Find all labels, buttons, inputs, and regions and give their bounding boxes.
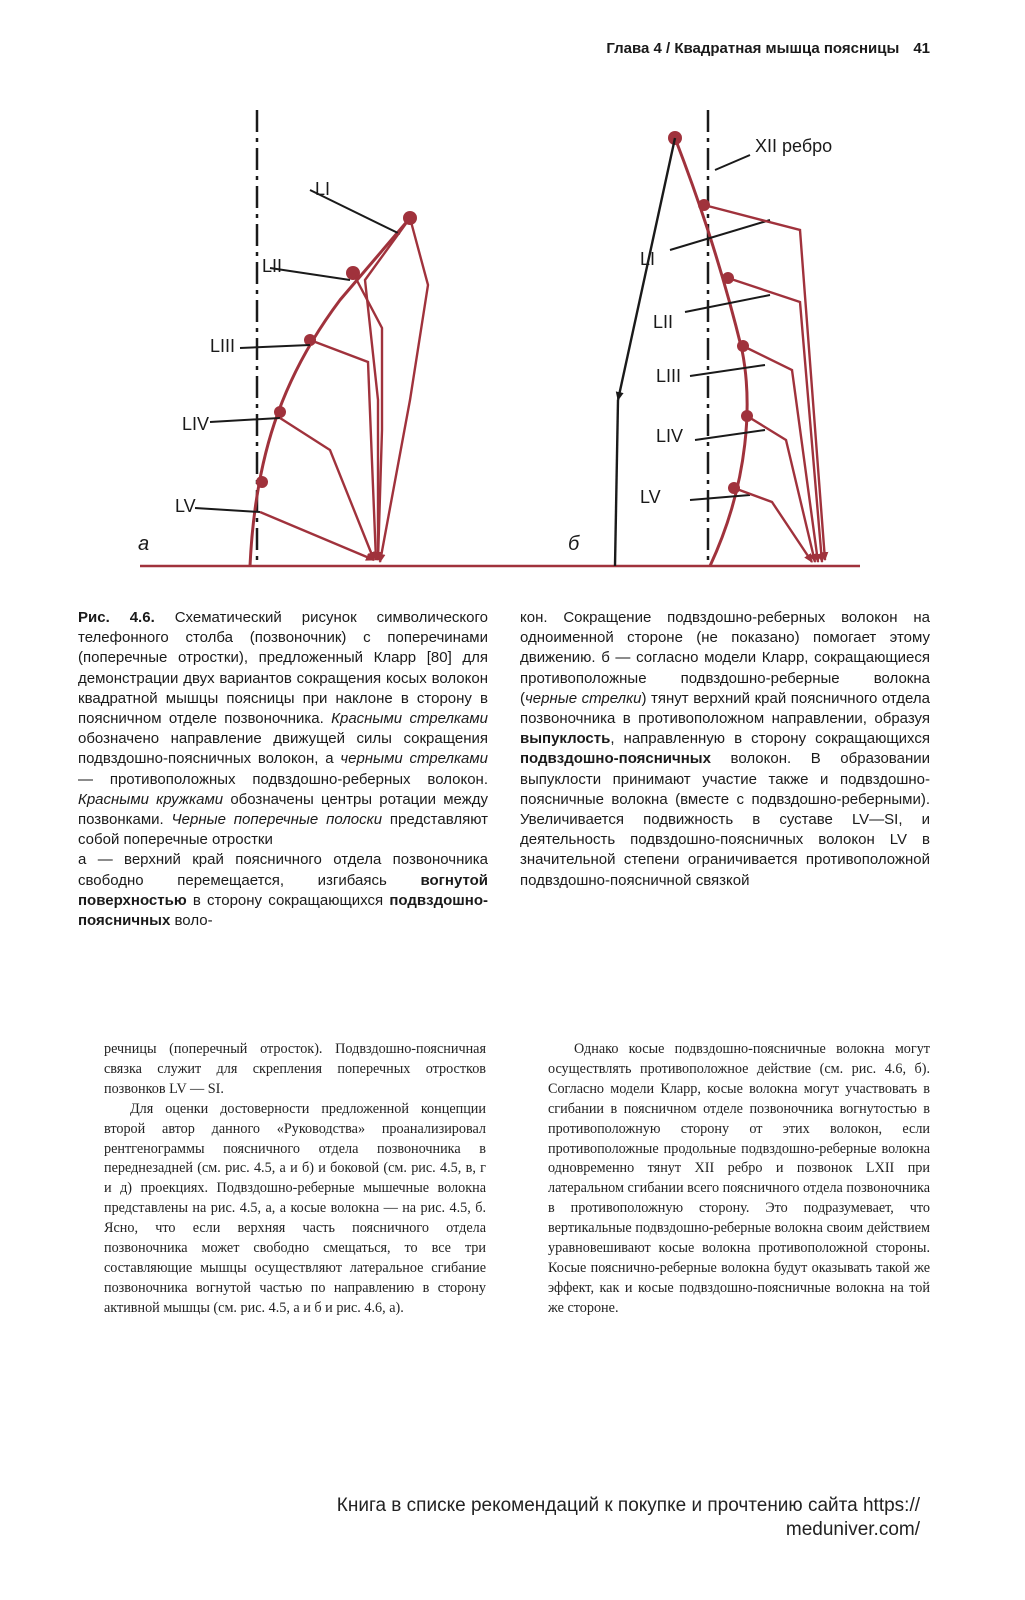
label-LV-a: LV [175, 496, 196, 516]
caption-text: Схематический рисунок символического телефонного столба (позвоночник) с поперечинами (поперечные отростки), предложенный Кларр [80] для демонстрации двух вариантов сокращения косых волокон квадратной мышцы поясницы при наклоне в сторону в поясничном отделе позвоночника. [78, 609, 488, 728]
paragraph: речницы (поперечный отросток). Подвздошно-поясничная связка служит для скрепления поперечных отростков позвонков LV — SI. [104, 1041, 486, 1097]
transverse-process-b3 [690, 365, 765, 376]
watermark-line: Книга в списке рекомендаций к покупке и прочтению сайта https:// [336, 1495, 920, 1516]
rotation-center-a5 [256, 476, 268, 488]
caption-text: в сторону сокращающихся [192, 891, 384, 909]
watermark-line: meduniver.com/ [785, 1519, 920, 1540]
label-LII-b: LII [653, 312, 674, 332]
figure-diagram [110, 100, 870, 590]
caption-text: волокон. В образовании выпуклости принимают участие также и подвздошно-поясничные волокна (вместе с подвздошно-реберными). Увеличивается подвижность в суставе LV—SI, и деятельность подвздошно-поясничных волокон LV в значительной степени ограничивается противоположной подвздошно-поясничной связкой [520, 750, 930, 889]
caption-italic: Черные поперечные полоски [171, 811, 383, 829]
label-LII-a: LII [262, 256, 283, 276]
caption-text: представляют собой поперечные отростки [78, 811, 488, 849]
figure-caption-left [78, 608, 488, 931]
caption-text: обозначено направление движущей силы сокращения подвздошно-поясничных волокон, а [78, 730, 488, 768]
paragraph: Для оценки достоверности предложенной концепции второй автор данного «Руководства» проанализировал рентгенограммы поясничного отдела позвоночника в переднезадней (см. рис. 4.5, а и б) и боковой (см. рис. 4.5, в, г и д) проекциях. Подвздошно-реберные мышечные волокна представлены на рис. 4.5, а, а косые волокна — на рис. 4.5, б. Ясно, что если верхняя часть поясничного отдела позвоночника может свободно смещаться, то все три составляющие мышцы осуществляют латеральное сгибание позвоночника вогнутой частью по направлению в сторону активной мышцы (см. рис. 4.5, а и б и рис. 4.6, а). [104, 1100, 486, 1316]
paragraph: Однако косые подвздошно-поясничные волокна могут осуществлять противоположное действие (см. рис. 4.6, б). Согласно модели Кларр, косые волокна могут участвовать в сгибании в поясничном отделе позвоночника вогнутостью в противоположную сторону от этих волокон, если противоположные продольные подвздошно-реберные волокна одновременно тянут XII ребро и позвонок LXII при латеральном сгибании всего поясничного отдела позвоночника в противоположную сторону. Это подразумевает, что вертикальные подвздошно-реберные волокна своим действием уравновешивают косые волокна противоположной стороны. Косые пояснично-реберные волокна будут оказывать такой же эффект, как и косые подвздошно-поясничные волокна на той же стороне. [548, 1041, 930, 1316]
figure-caption-right [520, 608, 930, 891]
fiber-b4 [747, 416, 815, 562]
chapter-title: Глава 4 / Квадратная мышца поясницы [606, 40, 900, 57]
caption-text: а — верхний край поясничного отдела позвоночника свободно перемещается, изгибаясь [78, 851, 488, 889]
caption-italic: черными стрелками [340, 750, 488, 768]
caption-italic: Красными кружками [78, 790, 224, 808]
figure-4-6 [110, 100, 870, 590]
caption-bold: вогнутой поверхностью [78, 871, 489, 909]
body-column-left [104, 1040, 486, 1319]
caption-text: ) тянут верхний край поясничного отдела позвоночника в противоположном направлении, образуя [520, 689, 931, 728]
transverse-process-a3 [240, 345, 310, 348]
transverse-process-a5 [195, 508, 260, 512]
caption-text: , направленную в сторону сокращающихся [610, 730, 930, 748]
transverse-process-b5 [690, 495, 750, 500]
caption-text: воло- [174, 912, 213, 930]
label-LI-a: LI [315, 179, 331, 199]
label-LIV-b: LIV [656, 426, 684, 446]
fiber-a1 [365, 218, 410, 560]
label-LIII-b: LIII [656, 366, 682, 386]
caption-title: Рис. 4.6. [78, 609, 155, 626]
black-fiber-b [618, 138, 675, 400]
caption-italic: черные стрелки [525, 689, 642, 707]
transverse-process-a4 [210, 418, 280, 422]
fiber-a5 [280, 418, 374, 560]
black-fiber-b-lower [615, 400, 618, 566]
site-watermark [130, 1494, 920, 1542]
caption-text: — противоположных подвздошно-реберных волокон. [78, 770, 488, 788]
label-LIV-a: LIV [182, 414, 210, 434]
running-header [606, 40, 930, 57]
label-LI-b: LI [640, 249, 656, 269]
caption-bold: выпуклость [520, 730, 611, 748]
fiber-a2 [380, 218, 428, 562]
caption-bold: подвздошно-поясничных [520, 750, 711, 768]
spine-curve-b [675, 138, 747, 566]
rib-pointer [715, 155, 750, 170]
body-column-right [548, 1040, 930, 1319]
caption-text: обозначены центры ротации между позвонками. [78, 790, 489, 829]
page-number: 41 [913, 40, 930, 57]
fiber-a4 [310, 340, 376, 560]
panel-label-b: б [568, 533, 580, 555]
caption-italic: Красными стрелками [331, 710, 488, 728]
panel-label-a: a [138, 533, 150, 555]
transverse-process-b1 [670, 220, 770, 250]
caption-text: кон. Сокращение подвздошно-реберных волокон на одноименной стороне (не показано) помогает этому движению. б — согласно модели Кларр, сокращающиеся противоположные подвздошно-реберные волокна ( [520, 609, 930, 707]
rotation-center-a4 [274, 406, 286, 418]
caption-bold: подвздошно-поясничных [78, 891, 488, 930]
label-LIII-a: LIII [210, 336, 236, 356]
rib-label: XII ребро [755, 136, 833, 156]
label-LV-b: LV [640, 487, 661, 507]
transverse-process-b4 [695, 430, 765, 440]
